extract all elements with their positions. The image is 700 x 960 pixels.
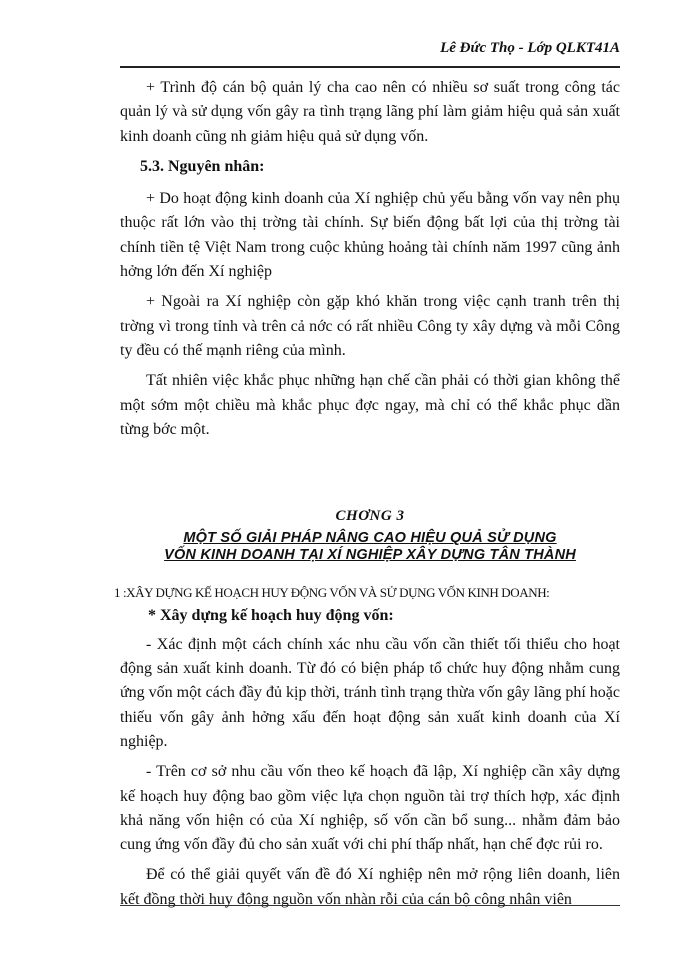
paragraph: - Trên cơ sở nhu cầu vốn theo kế hoạch đã lập, Xí nghiệp cần xây dựng kế hoạch huy động bao gồm việc lựa chọn nguồn tài trợ thích hợp, xác định khả năng vốn hiện có của Xí nghiệp, số vốn cần bổ sung... nhằm đảm bảo cung ứng vốn đầy đủ cho sản xuất với chi phí thấp nhất, hạn chế đợc rủi ro. <box>120 763 620 854</box>
footer-rule <box>120 905 620 906</box>
subsection-heading: 5.3. Nguyên nhân: <box>140 157 265 175</box>
document-body <box>114 76 620 918</box>
paragraph: + Ngoài ra Xí nghiệp còn gặp khó khăn trong việc cạnh tranh trên thị trờng vì trong tỉnh và trên cả nớc có rất nhiều Công ty xây dựng và mỗi Công ty đều có thế mạnh riêng của mình. <box>120 293 620 359</box>
chapter-title <box>120 530 620 564</box>
header-rule <box>120 66 620 68</box>
bullet-heading: * Xây dựng kế hoạch huy động vốn: <box>148 607 394 625</box>
chapter-title-line-1: MỘT SỐ GIẢI PHÁP NÂNG CAO HIỆU QUẢ SỬ DỤNG <box>183 530 557 547</box>
page-header-author: Lê Đức Thọ - Lớp QLKT41A <box>440 40 620 56</box>
chapter-label: CHƠNG 3 <box>335 508 405 525</box>
paragraph: - Xác định một cách chính xác nhu cầu vốn cần thiết tối thiểu cho hoạt động sản xuất kinh doanh. Từ đó có biện pháp tổ chức huy động nhằm cung ứng vốn một cách đầy đủ kịp thời, tránh tình trạng thừa vốn gây lãng phí hoặc thiếu vốn gây ảnh hởng xấu đến hoạt động sản xuất kinh doanh của Xí nghiệp. <box>120 635 620 750</box>
paragraph: Để có thể giải quyết vấn đề đó Xí nghiệp nên mở rộng liên doanh, liên kết đồng thời huy động nguồn vốn nhàn rỗi của cán bộ công nhân viên <box>120 866 620 908</box>
paragraph: + Trình độ cán bộ quản lý cha cao nên có nhiều sơ suất trong công tác quản lý và sử dụng vốn gây ra tình trạng lãng phí làm giảm hiệu quả sản xuất kinh doanh cũng nh giảm hiệu quả sử dụng vốn. <box>120 79 620 145</box>
section-heading: 1 :XÂY DỰNG KẾ HOẠCH HUY ĐỘNG VỐN VÀ SỬ DỤNG VỐN KINH DOANH: <box>114 585 550 601</box>
paragraph: + Do hoạt động kinh doanh của Xí nghiệp chủ yếu bằng vốn vay nên phụ thuộc rất lớn vào thị trờng tài chính. Sự biến động bất lợi của thị trờng tài chính tiền tệ Việt Nam trong cuộc khủng hoảng tài chính năm 1997 cũng ảnh hởng lớn đến Xí nghiệp <box>120 190 620 281</box>
paragraph: Tất nhiên việc khắc phục những hạn chế cần phải có thời gian không thể một sớm một chiều mà khắc phục đợc ngay, mà chỉ có thể khắc phục dần từng bớc một. <box>120 372 620 438</box>
chapter-title-line-2: VỐN KINH DOANH TẠI XÍ NGHIỆP XÂY DỰNG TÂN THÀNH <box>164 547 576 564</box>
